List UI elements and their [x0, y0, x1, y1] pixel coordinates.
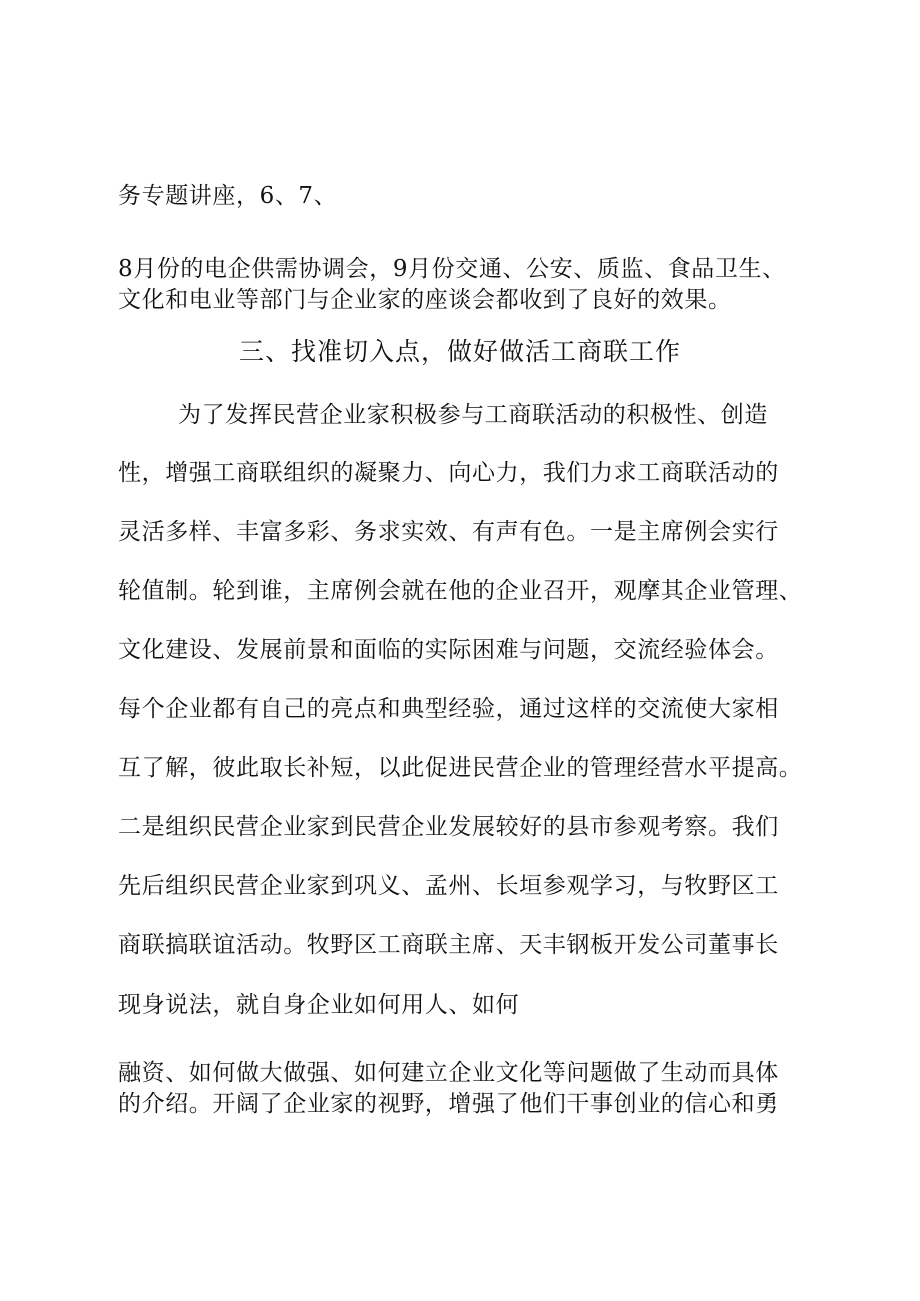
text-line: 文化和电业等部门与企业家的座谈会都收到了良好的效果。: [118, 287, 732, 313]
text-line: 8月份的电企供需协调会，9月份交通、公安、质监、食品卫生、: [118, 256, 786, 282]
paragraph-line: 商联搞联谊活动。牧野区工商联主席、天丰钢板开发公司董事长: [118, 932, 779, 958]
paragraph-line: 轮值制。轮到谁，主席例会就在他的企业召开，观摩其企业管理、: [118, 578, 803, 604]
paragraph-line: 现身说法，就自身企业如何用人、如何: [118, 992, 520, 1018]
paragraph-line: 先后组织民营企业家到巩义、孟州、长垣参观学习，与牧野区工: [118, 873, 779, 899]
paragraph-line: 二是组织民营企业家到民营企业发展较好的县市参观考察。我们: [118, 814, 779, 840]
paragraph-line: 为了发挥民营企业家积极参与工商联活动的积极性、创造: [178, 402, 768, 428]
text-line: 融资、如何做大做强、如何建立企业文化等问题做了生动而具体: [118, 1060, 779, 1086]
section-heading: 三、找准切入点，做好做活工商联工作: [238, 337, 681, 366]
paragraph-line: 灵活多样、丰富多彩、务求实效、有声有色。一是主席例会实行: [118, 519, 779, 545]
paragraph-line: 文化建设、发展前景和面临的实际困难与问题，交流经验体会。: [118, 637, 779, 663]
paragraph-line: 性，增强工商联组织的凝聚力、向心力，我们力求工商联活动的: [118, 460, 779, 486]
paragraph-line: 每个企业都有自己的亮点和典型经验，通过这样的交流使大家相: [118, 696, 779, 722]
text-line: 务专题讲座，6、7、: [118, 183, 338, 209]
text-line: 的介绍。开阔了企业家的视野，增强了他们干事创业的信心和勇: [118, 1091, 779, 1117]
paragraph-line: 互了解，彼此取长补短，以此促进民营企业的管理经营水平提高。: [118, 755, 803, 781]
